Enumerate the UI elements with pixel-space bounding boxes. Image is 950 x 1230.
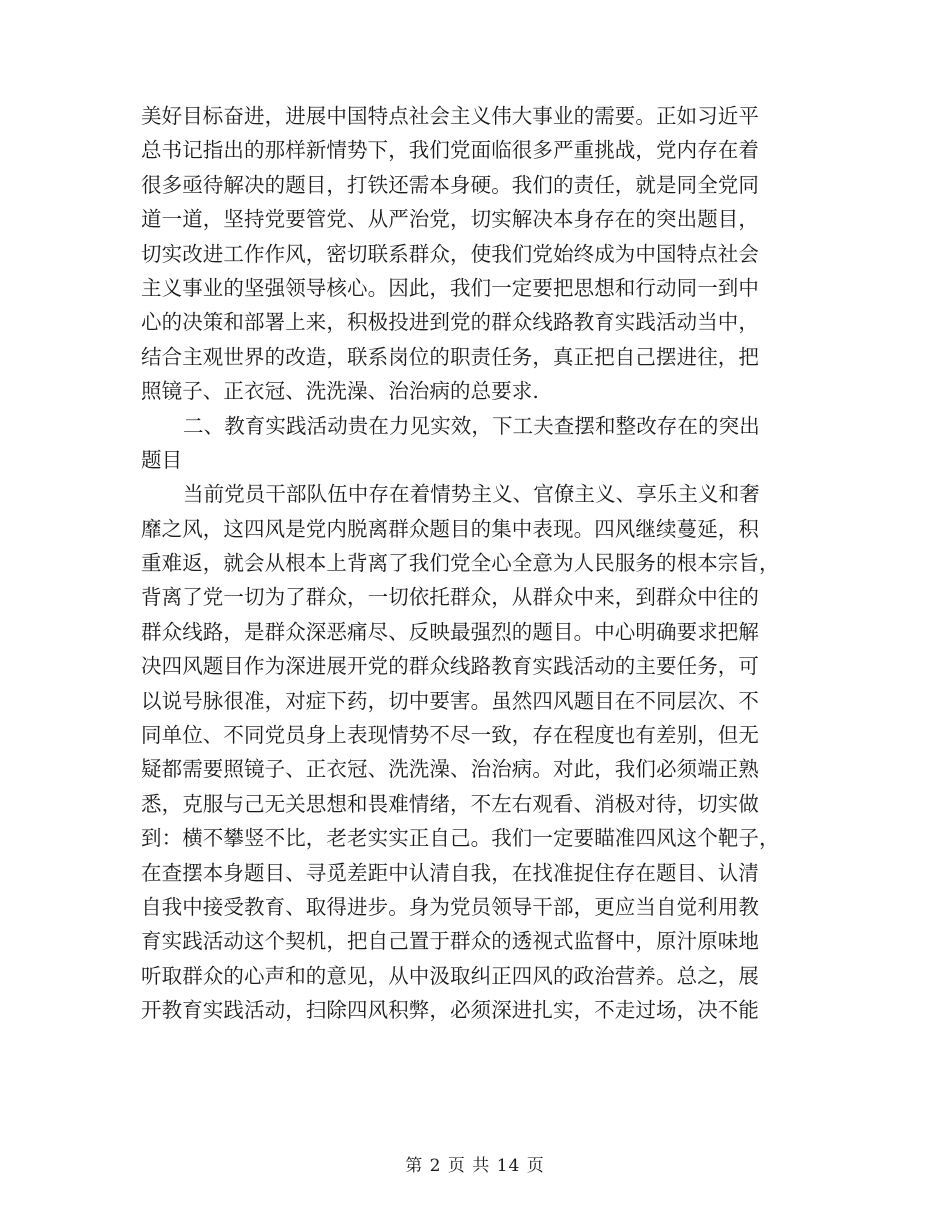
text-line: 道一道，坚持党要管党、从严治党，切实解决本身存在的突出题目，	[141, 207, 759, 232]
text-line: 群众线路，是群众深恶痛尽、反映最强烈的题目。中心明确要求把解	[141, 619, 759, 644]
text-line: 自我中接受教育、取得进步。身为党员领导干部，更应当自觉利用教	[141, 894, 759, 919]
text-line: 开教育实践活动，扫除四风积弊，必须深进扎实，不走过场，决不能	[141, 998, 759, 1023]
paragraph-start: 当前党员干部队伍中存在着情势主义、官僚主义、享乐主义和奢	[183, 482, 760, 507]
text-line: 很多亟待解决的题目，打铁还需本身硬。我们的责任，就是同全党同	[141, 172, 759, 197]
text-line: 照镜子、正衣冠、洗洗澡、治治病的总要求.	[141, 379, 540, 404]
text-line: 切实改进工作作风，密切联系群众，使我们党始终成为中国特点社会	[141, 241, 759, 266]
text-line: 决四风题目作为深进展开党的群众线路教育实践活动的主要任务，可	[141, 654, 759, 679]
text-line: 背离了党一切为了群众，一切依托群众，从群众中来，到群众中往的	[141, 585, 759, 610]
text-line: 在查摆本身题目、寻觅差距中认清自我，在找准捉住存在题目、认清	[141, 860, 759, 885]
text-line: 以说号脉很准，对症下药，切中要害。虽然四风题目在不同层次、不	[141, 688, 759, 713]
text-line: 靡之风，这四风是党内脱离群众题目的集中表现。四风继续蔓延，积	[141, 516, 759, 541]
text-line: 悉，克服与己无关思想和畏难情绪，不左右观看、消极对待，切实做	[141, 791, 759, 816]
text-line: 同单位、不同党员身上表现情势不尽一致，存在程度也有差别，但无	[141, 723, 759, 748]
text-line: 听取群众的心声和的意见，从中汲取纠正四风的政治营养。总之，展	[141, 963, 759, 988]
section-heading: 二、教育实践活动贵在力见实效，下工夫查摆和整改存在的突出	[183, 413, 760, 438]
text-line: 心的决策和部署上来，积极投进到党的群众线路教育实践活动当中，	[141, 310, 759, 335]
text-line: 到：横不攀竖不比，老老实实正自己。我们一定要瞄准四风这个靶子，	[141, 826, 780, 851]
text-line: 育实践活动这个契机，把自己置于群众的透视式监督中，原汁原味地	[141, 929, 759, 954]
text-line: 结合主观世界的改造，联系岗位的职责任务，真正把自己摆进往，把	[141, 344, 759, 369]
text-line: 美好目标奋进，进展中国特点社会主义伟大事业的需要。正如习近平	[141, 104, 759, 128]
text-line: 重难返，就会从根本上背离了我们党全心全意为人民服务的根本宗旨，	[141, 551, 780, 576]
text-line: 主义事业的坚强领导核心。因此，我们一定要把思想和行动同一到中	[141, 275, 759, 300]
page-number-footer: 第 2 页 共 14 页	[405, 1156, 545, 1176]
body-text	[141, 99, 813, 1028]
text-line: 疑都需要照镜子、正衣冠、洗洗澡、治治病。对此，我们必须端正熟	[141, 757, 759, 782]
section-heading-continued: 题目	[141, 447, 183, 472]
text-line: 总书记指出的那样新情势下，我们党面临很多严重挑战，党内存在着	[141, 138, 759, 163]
